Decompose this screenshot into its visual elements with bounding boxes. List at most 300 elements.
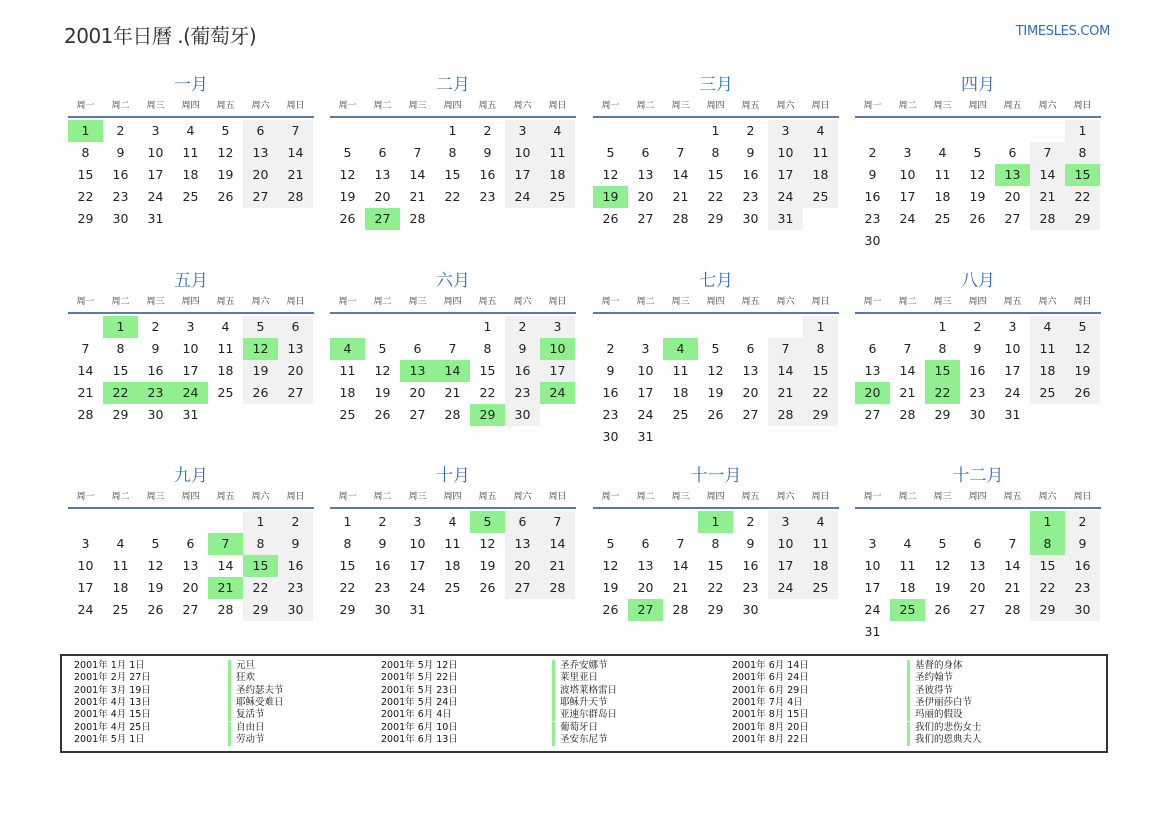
day-cell: 25: [339, 407, 356, 422]
holiday-date: 2001年 3月 19日: [74, 684, 151, 696]
day-cell: 16: [1065, 555, 1100, 577]
day-cell: 29: [707, 602, 724, 617]
day-cell: 19: [602, 580, 619, 595]
holiday-name: 圣乔安娜节: [552, 660, 608, 672]
weekday-header: [330, 488, 576, 509]
day-cell: 27: [742, 407, 759, 422]
day-cell: 23: [479, 189, 496, 204]
day-cell: 4: [938, 145, 947, 160]
weekday-label: 周五: [216, 492, 235, 502]
day-cell: 29: [339, 602, 356, 617]
day-cell: 6: [243, 120, 278, 142]
holiday-day-cell: 12: [243, 338, 278, 360]
weekday-label: 周日: [811, 101, 830, 111]
weekday-label: 周六: [513, 101, 532, 111]
month-name: 二月: [436, 75, 470, 95]
empty-cell: [138, 511, 173, 533]
day-cell: 12: [602, 167, 619, 182]
day-cell: 2: [116, 123, 125, 138]
weekday-header: [68, 97, 314, 118]
day-cell: 26: [602, 602, 619, 617]
day-cell: 7: [676, 536, 685, 551]
day-cell: 29: [934, 407, 951, 422]
day-cell: 3: [151, 123, 160, 138]
weekday-label: 周五: [216, 297, 235, 307]
day-cell: 4: [448, 514, 457, 529]
day-cell: 30: [278, 599, 313, 621]
holiday-name: 元旦: [228, 660, 255, 672]
day-cell: 15: [112, 363, 129, 378]
weekday-label: 周五: [1003, 101, 1022, 111]
day-cell: 2: [746, 514, 755, 529]
empty-cell: [890, 511, 925, 533]
empty-cell: [400, 316, 435, 338]
day-grid: [68, 316, 314, 426]
holiday-day-cell: 21: [208, 577, 243, 599]
day-cell: 14: [540, 533, 575, 555]
day-cell: 2: [505, 316, 540, 338]
weekday-label: 周五: [1003, 297, 1022, 307]
holiday-day-cell: 29: [470, 404, 505, 426]
day-cell: 17: [147, 167, 164, 182]
holiday-name: 复活节: [228, 709, 265, 721]
day-cell: 13: [243, 142, 278, 164]
day-cell: 19: [707, 385, 724, 400]
month-name: 四月: [961, 75, 995, 95]
day-cell: 30: [742, 602, 759, 617]
holiday-date: 2001年 5月 12日: [381, 660, 458, 671]
empty-cell: [925, 511, 960, 533]
day-cell: 21: [899, 385, 916, 400]
day-cell: 9: [746, 536, 755, 551]
weekday-label: 周五: [478, 492, 497, 502]
day-cell: 5: [938, 536, 947, 551]
day-cell: 20: [742, 385, 759, 400]
day-cell: 3: [505, 120, 540, 142]
day-cell: 6: [746, 341, 755, 356]
day-cell: 2: [378, 514, 387, 529]
day-cell: 22: [339, 580, 356, 595]
day-cell: 30: [505, 404, 540, 426]
weekday-label: 周二: [111, 101, 130, 111]
day-cell: 9: [278, 533, 313, 555]
holiday-date: 2001年 5月 1日: [74, 733, 145, 745]
weekday-label: 周日: [286, 492, 305, 502]
day-grid: [68, 511, 314, 621]
weekday-label: 周一: [338, 297, 357, 307]
day-cell: 9: [483, 145, 492, 160]
month-name: 九月: [174, 466, 208, 486]
day-cell: 22: [77, 189, 94, 204]
day-cell: 8: [803, 338, 838, 360]
day-cell: 29: [707, 211, 724, 226]
empty-cell: [855, 120, 890, 142]
day-cell: 11: [899, 558, 916, 573]
empty-cell: [855, 316, 890, 338]
day-cell: 5: [343, 145, 352, 160]
weekday-label: 周二: [636, 297, 655, 307]
empty-cell: [330, 120, 365, 142]
day-cell: 2: [973, 319, 982, 334]
day-cell: 17: [768, 555, 803, 577]
day-cell: 11: [803, 142, 838, 164]
day-cell: 11: [112, 558, 129, 573]
empty-cell: [960, 120, 995, 142]
day-cell: 24: [147, 189, 164, 204]
day-grid: [330, 120, 576, 230]
day-cell: 8: [243, 533, 278, 555]
weekday-label: 周五: [741, 297, 760, 307]
day-cell: 1: [483, 319, 492, 334]
weekday-label: 周二: [373, 101, 392, 111]
holiday-date: 2001年 6月 13日: [381, 733, 458, 745]
day-grid: [330, 511, 576, 621]
weekday-label: 周六: [1038, 101, 1057, 111]
day-cell: 18: [339, 385, 356, 400]
day-cell: 16: [505, 360, 540, 382]
day-cell: 12: [339, 167, 356, 182]
day-cell: 25: [934, 211, 951, 226]
day-cell: 9: [868, 167, 877, 182]
weekday-label: 周三: [146, 492, 165, 502]
weekday-label: 周一: [863, 297, 882, 307]
day-cell: 3: [768, 120, 803, 142]
day-cell: 26: [217, 189, 234, 204]
month-block: [593, 73, 839, 230]
day-cell: 20: [409, 385, 426, 400]
day-cell: 18: [803, 164, 838, 186]
holiday-date: 2001年 6月 24日: [732, 672, 809, 684]
weekday-label: 周六: [513, 297, 532, 307]
month-block: [68, 269, 314, 426]
month-name: 一月: [174, 75, 208, 95]
day-cell: 30: [742, 211, 759, 226]
day-cell: 8: [711, 536, 720, 551]
holiday-day-cell: 13: [400, 360, 435, 382]
day-cell: 1: [711, 123, 720, 138]
day-cell: 29: [112, 407, 129, 422]
day-cell: 21: [278, 164, 313, 186]
day-cell: 13: [969, 558, 986, 573]
day-cell: 1: [938, 319, 947, 334]
day-cell: 3: [768, 511, 803, 533]
day-cell: 11: [444, 536, 461, 551]
day-cell: 20: [637, 580, 654, 595]
holiday-name: 圣伊丽莎白节: [907, 697, 972, 709]
day-cell: 26: [934, 602, 951, 617]
weekday-label: 周五: [1003, 492, 1022, 502]
day-cell: 24: [768, 577, 803, 599]
day-cell: 13: [742, 363, 759, 378]
day-cell: 14: [278, 142, 313, 164]
day-cell: 8: [343, 536, 352, 551]
day-cell: 31: [637, 429, 654, 444]
day-cell: 3: [868, 536, 877, 551]
holiday-name: 圣彼得节: [907, 685, 953, 697]
day-cell: 27: [1004, 211, 1021, 226]
day-cell: 27: [182, 602, 199, 617]
day-cell: 9: [505, 338, 540, 360]
day-cell: 18: [899, 580, 916, 595]
day-cell: 21: [77, 385, 94, 400]
day-cell: 3: [413, 514, 422, 529]
holiday-day-cell: 15: [925, 360, 960, 382]
weekday-label: 周二: [373, 492, 392, 502]
day-cell: 12: [217, 145, 234, 160]
empty-cell: [400, 120, 435, 142]
day-cell: 28: [1004, 602, 1021, 617]
day-cell: 7: [1008, 536, 1017, 551]
day-cell: 11: [1030, 338, 1065, 360]
empty-cell: [995, 120, 1030, 142]
day-cell: 9: [746, 145, 755, 160]
day-cell: 27: [409, 407, 426, 422]
day-cell: 21: [672, 580, 689, 595]
holiday-date: 2001年 5月 22日: [381, 672, 458, 684]
holiday-date: 2001年 6月 4日: [381, 709, 452, 721]
day-cell: 8: [448, 145, 457, 160]
weekday-label: 周三: [933, 492, 952, 502]
day-cell: 29: [803, 404, 838, 426]
empty-cell: [68, 316, 103, 338]
day-cell: 16: [374, 558, 391, 573]
day-cell: 26: [339, 211, 356, 226]
day-cell: 7: [768, 338, 803, 360]
holiday-name: 自由日: [228, 722, 265, 734]
month-name: 十一月: [690, 466, 742, 486]
weekday-header: [68, 293, 314, 314]
day-cell: 19: [1065, 360, 1100, 382]
day-cell: 14: [77, 363, 94, 378]
day-cell: 30: [969, 407, 986, 422]
empty-cell: [68, 511, 103, 533]
day-cell: 26: [707, 407, 724, 422]
day-cell: 22: [1030, 577, 1065, 599]
day-cell: 7: [81, 341, 90, 356]
day-cell: 25: [112, 602, 129, 617]
weekday-label: 周五: [478, 101, 497, 111]
day-cell: 6: [641, 145, 650, 160]
day-cell: 24: [1004, 385, 1021, 400]
day-cell: 24: [409, 580, 426, 595]
weekday-label: 周四: [181, 101, 200, 111]
day-cell: 29: [77, 211, 94, 226]
holiday-name: 波塔莱格雷日: [552, 685, 617, 697]
empty-cell: [628, 316, 663, 338]
day-cell: 9: [116, 145, 125, 160]
empty-cell: [628, 511, 663, 533]
day-cell: 16: [969, 363, 986, 378]
weekday-label: 周日: [1073, 297, 1092, 307]
holiday-list: [60, 654, 1108, 753]
day-cell: 28: [217, 602, 234, 617]
weekday-label: 周六: [1038, 492, 1057, 502]
day-cell: 27: [505, 577, 540, 599]
day-grid: [593, 511, 839, 621]
day-cell: 21: [1004, 580, 1021, 595]
day-cell: 16: [602, 385, 619, 400]
weekday-header: [330, 97, 576, 118]
holiday-name: 莱里亚日: [552, 672, 598, 684]
day-cell: 28: [444, 407, 461, 422]
weekday-label: 周日: [548, 297, 567, 307]
day-cell: 11: [540, 142, 575, 164]
day-cell: 30: [374, 602, 391, 617]
holiday-name: 我们的恩典夫人: [907, 734, 982, 746]
day-cell: 29: [1065, 208, 1100, 230]
day-cell: 27: [864, 407, 881, 422]
day-cell: 5: [243, 316, 278, 338]
day-cell: 6: [505, 511, 540, 533]
day-cell: 6: [278, 316, 313, 338]
site-link[interactable]: TIMESLES.COM: [1015, 24, 1110, 39]
weekday-label: 周六: [251, 492, 270, 502]
empty-cell: [960, 511, 995, 533]
weekday-label: 周三: [408, 297, 427, 307]
day-cell: 27: [243, 186, 278, 208]
day-cell: 3: [186, 319, 195, 334]
day-cell: 25: [803, 577, 838, 599]
day-cell: 8: [116, 341, 125, 356]
day-cell: 12: [969, 167, 986, 182]
weekday-label: 周日: [811, 297, 830, 307]
day-cell: 22: [707, 189, 724, 204]
weekday-label: 周三: [146, 297, 165, 307]
day-cell: 22: [707, 580, 724, 595]
weekday-label: 周四: [706, 101, 725, 111]
holiday-date: 2001年 5月 24日: [381, 696, 458, 708]
day-cell: 9: [973, 341, 982, 356]
empty-cell: [733, 316, 768, 338]
day-cell: 16: [742, 167, 759, 182]
day-cell: 26: [602, 211, 619, 226]
holiday-day-cell: 10: [540, 338, 575, 360]
holiday-name: 葡萄牙日: [552, 722, 598, 734]
holiday-day-cell: 15: [243, 555, 278, 577]
month-block: [68, 73, 314, 230]
day-cell: 18: [217, 363, 234, 378]
day-cell: 24: [77, 602, 94, 617]
weekday-label: 周日: [1073, 101, 1092, 111]
day-cell: 7: [903, 341, 912, 356]
holiday-day-cell: 24: [540, 382, 575, 404]
holiday-date: 2001年 6月 10日: [381, 721, 458, 733]
empty-cell: [663, 511, 698, 533]
day-cell: 12: [1065, 338, 1100, 360]
day-cell: 16: [278, 555, 313, 577]
day-cell: 10: [182, 341, 199, 356]
holiday-day-cell: 22: [925, 382, 960, 404]
month-block: [330, 269, 576, 426]
day-cell: 25: [803, 186, 838, 208]
day-cell: 31: [409, 602, 426, 617]
weekday-label: 周六: [776, 492, 795, 502]
day-cell: 12: [479, 536, 496, 551]
day-cell: 6: [1008, 145, 1017, 160]
weekday-header: [593, 488, 839, 509]
day-grid: [593, 120, 839, 230]
day-cell: 23: [278, 577, 313, 599]
day-cell: 14: [409, 167, 426, 182]
day-cell: 5: [606, 145, 615, 160]
day-cell: 10: [505, 142, 540, 164]
weekday-label: 周二: [898, 297, 917, 307]
day-cell: 3: [1008, 319, 1017, 334]
day-cell: 12: [374, 363, 391, 378]
day-cell: 25: [540, 186, 575, 208]
day-cell: 23: [505, 382, 540, 404]
day-cell: 27: [278, 382, 313, 404]
day-cell: 20: [374, 189, 391, 204]
day-cell: 18: [444, 558, 461, 573]
weekday-label: 周四: [443, 297, 462, 307]
day-cell: 4: [186, 123, 195, 138]
day-cell: 15: [339, 558, 356, 573]
weekday-header: [330, 293, 576, 314]
day-cell: 23: [1065, 577, 1100, 599]
holiday-date: 2001年 8月 20日: [732, 721, 809, 733]
weekday-label: 周三: [408, 492, 427, 502]
day-cell: 18: [803, 555, 838, 577]
month-name: 六月: [436, 271, 470, 291]
month-block: [855, 464, 1101, 643]
day-cell: 5: [1065, 316, 1100, 338]
day-cell: 14: [1030, 164, 1065, 186]
day-cell: 15: [1030, 555, 1065, 577]
day-cell: 5: [151, 536, 160, 551]
empty-cell: [663, 120, 698, 142]
empty-cell: [435, 316, 470, 338]
day-cell: 18: [182, 167, 199, 182]
day-cell: 9: [606, 363, 615, 378]
day-cell: 16: [112, 167, 129, 182]
weekday-label: 周三: [671, 297, 690, 307]
weekday-label: 周一: [76, 297, 95, 307]
day-grid: [330, 316, 576, 426]
day-cell: 2: [151, 319, 160, 334]
weekday-label: 周四: [706, 297, 725, 307]
day-cell: 18: [112, 580, 129, 595]
day-cell: 16: [864, 189, 881, 204]
weekday-label: 周二: [898, 101, 917, 111]
day-cell: 17: [409, 558, 426, 573]
empty-cell: [593, 316, 628, 338]
day-cell: 28: [672, 602, 689, 617]
day-cell: 4: [221, 319, 230, 334]
weekday-label: 周日: [286, 101, 305, 111]
holiday-date: 2001年 5月 23日: [381, 684, 458, 696]
day-cell: 15: [479, 363, 496, 378]
day-cell: 8: [1065, 142, 1100, 164]
day-cell: 5: [606, 536, 615, 551]
holiday-date: 2001年 8月 22日: [732, 733, 809, 745]
weekday-label: 周六: [251, 297, 270, 307]
day-cell: 2: [278, 511, 313, 533]
holiday-day-cell: 1: [1030, 511, 1065, 533]
page-title: 2001年日曆 .(葡萄牙): [64, 24, 257, 48]
day-cell: 1: [243, 511, 278, 533]
holiday-day-cell: 25: [890, 599, 925, 621]
day-cell: 1: [448, 123, 457, 138]
holiday-date: 2001年 4月 13日: [74, 696, 151, 708]
day-cell: 22: [479, 385, 496, 400]
day-cell: 10: [864, 558, 881, 573]
day-cell: 22: [1065, 186, 1100, 208]
weekday-label: 周三: [408, 101, 427, 111]
weekday-label: 周日: [548, 492, 567, 502]
day-cell: 16: [742, 558, 759, 573]
holiday-name: 玛丽的假设: [907, 709, 963, 721]
